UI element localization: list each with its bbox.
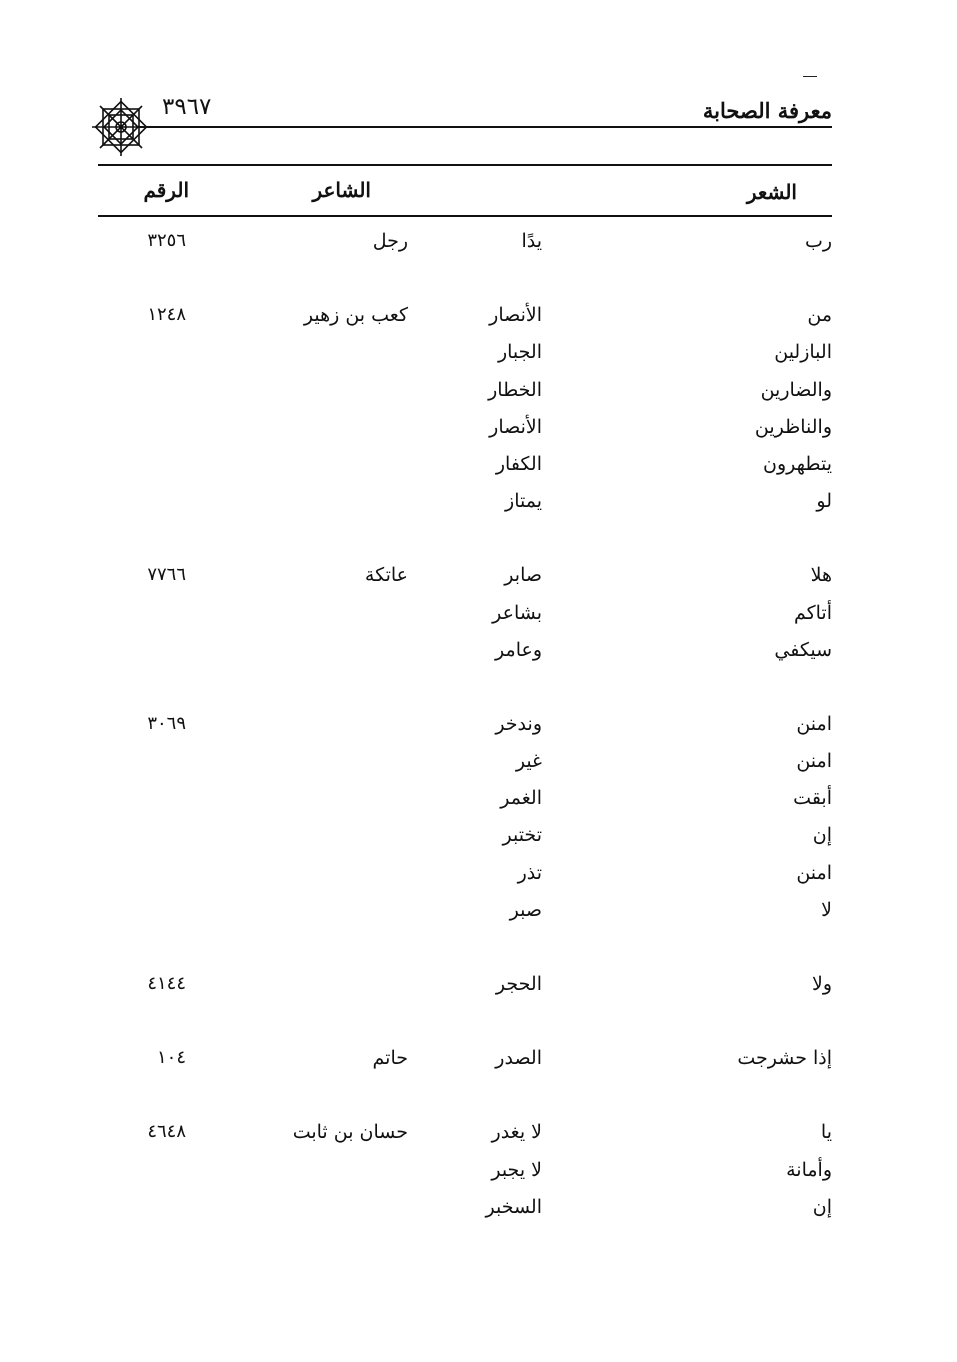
poet-name: حاتم	[372, 1047, 408, 1070]
verse-start-word: إن	[812, 824, 832, 847]
verse-row	[98, 1194, 832, 1231]
entry-number: ٧٧٦٦	[147, 564, 186, 586]
verse-row	[98, 228, 832, 265]
verse-end-word: صابر	[504, 564, 542, 587]
entry-number: ٤١٤٤	[147, 973, 186, 994]
verse-start-word: سيكفي	[774, 638, 832, 661]
verse-start-word: امنن	[796, 861, 832, 884]
entry-number: ٣٠٦٩	[147, 712, 186, 734]
verse-start-word: رب	[804, 230, 832, 252]
column-header-poetry: الشعر	[746, 180, 797, 204]
verse-start-word: من	[807, 304, 832, 327]
entry-number: ١٠٤	[156, 1047, 186, 1069]
column-header-number: الرقم	[143, 178, 189, 202]
poem-entry	[98, 302, 832, 525]
verse-row	[98, 451, 832, 488]
verse-end-word: يدًا	[521, 230, 542, 252]
table-top-rule	[98, 164, 832, 166]
column-header-poet: الشاعر	[312, 178, 371, 202]
verse-row	[98, 785, 832, 822]
header-rule	[138, 126, 832, 128]
verse-end-word: تختبر	[502, 824, 542, 847]
verse-row	[98, 711, 832, 748]
verse-row	[98, 377, 832, 414]
verse-start-word: امنن	[796, 750, 832, 773]
verse-end-word: الكفار	[495, 452, 542, 475]
verse-start-word: البازلين	[774, 341, 832, 364]
poem-entry	[98, 971, 832, 1008]
poet-name: عاتكة	[364, 564, 408, 587]
verse-end-word: السخبر	[485, 1195, 542, 1218]
verse-end-word: الغمر	[500, 787, 542, 810]
verse-end-word: وندخر	[495, 712, 542, 735]
verse-start-word: لا	[821, 898, 832, 921]
verse-start-word: إذا حشرجت	[737, 1047, 832, 1070]
verse-end-word: لا يجبر	[491, 1158, 542, 1181]
verse-row	[98, 488, 832, 525]
verse-end-word: صبر	[509, 898, 542, 921]
table-head-rule	[98, 215, 832, 217]
verse-row	[98, 822, 832, 859]
poet-name: حسان بن ثابت	[292, 1121, 408, 1144]
poet-name: كعب بن زهير	[303, 304, 408, 327]
verse-row	[98, 1119, 832, 1156]
verse-start-word: والضارين	[760, 378, 832, 401]
verse-start-word: هلا	[810, 564, 832, 587]
top-tick-mark	[803, 76, 817, 77]
verse-end-word: الحجر	[495, 973, 542, 995]
verse-row	[98, 748, 832, 785]
verse-start-word: أبقت	[793, 787, 832, 810]
poetry-index-table	[98, 228, 832, 1268]
verse-row	[98, 971, 832, 1008]
verse-end-word: تذر	[517, 861, 542, 884]
poem-entry	[98, 1119, 832, 1231]
poem-entry	[98, 1045, 832, 1082]
verse-row	[98, 1045, 832, 1082]
verse-end-word: بشاعر	[492, 601, 542, 624]
verse-row	[98, 414, 832, 451]
entry-number: ٤٦٤٨	[147, 1121, 186, 1143]
verse-end-word: يمتاز	[505, 490, 542, 513]
poem-entry	[98, 228, 832, 265]
verse-start-word: وأمانة	[786, 1158, 832, 1181]
book-title: معرفة الصحابة	[702, 98, 832, 123]
verse-start-word: أتاكم	[793, 601, 832, 624]
verse-end-word: غير	[515, 750, 542, 773]
poet-name: رجل	[372, 230, 408, 252]
verse-row	[98, 1157, 832, 1194]
verse-row	[98, 339, 832, 376]
verse-row	[98, 860, 832, 897]
verse-end-word: وعامر	[495, 638, 542, 661]
verse-end-word: الأنصار	[489, 415, 542, 438]
verse-row	[98, 562, 832, 599]
verse-start-word: لو	[816, 490, 832, 513]
entry-number: ١٢٤٨	[147, 304, 186, 326]
verse-start-word: ولا	[811, 973, 832, 995]
verse-end-word: الصدر	[495, 1047, 542, 1070]
poem-entry	[98, 562, 832, 674]
verse-end-word: الخطار	[488, 378, 542, 401]
verse-row	[98, 637, 832, 674]
verse-row	[98, 897, 832, 934]
verse-row	[98, 302, 832, 339]
verse-end-word: لا يغدر	[491, 1121, 542, 1144]
verse-end-word: الجبار	[497, 341, 542, 364]
verse-start-word: إن	[812, 1195, 832, 1218]
poem-entry	[98, 711, 832, 934]
verse-start-word: يتطهرون	[763, 452, 832, 475]
verse-end-word: الأنصار	[489, 304, 542, 327]
page-number: ٣٩٦٧	[162, 94, 212, 120]
verse-row	[98, 600, 832, 637]
verse-start-word: امنن	[796, 712, 832, 735]
verse-start-word: يا	[820, 1121, 832, 1144]
entry-number: ٣٢٥٦	[147, 230, 186, 251]
verse-start-word: والناظرين	[754, 415, 832, 438]
running-header	[98, 88, 832, 146]
